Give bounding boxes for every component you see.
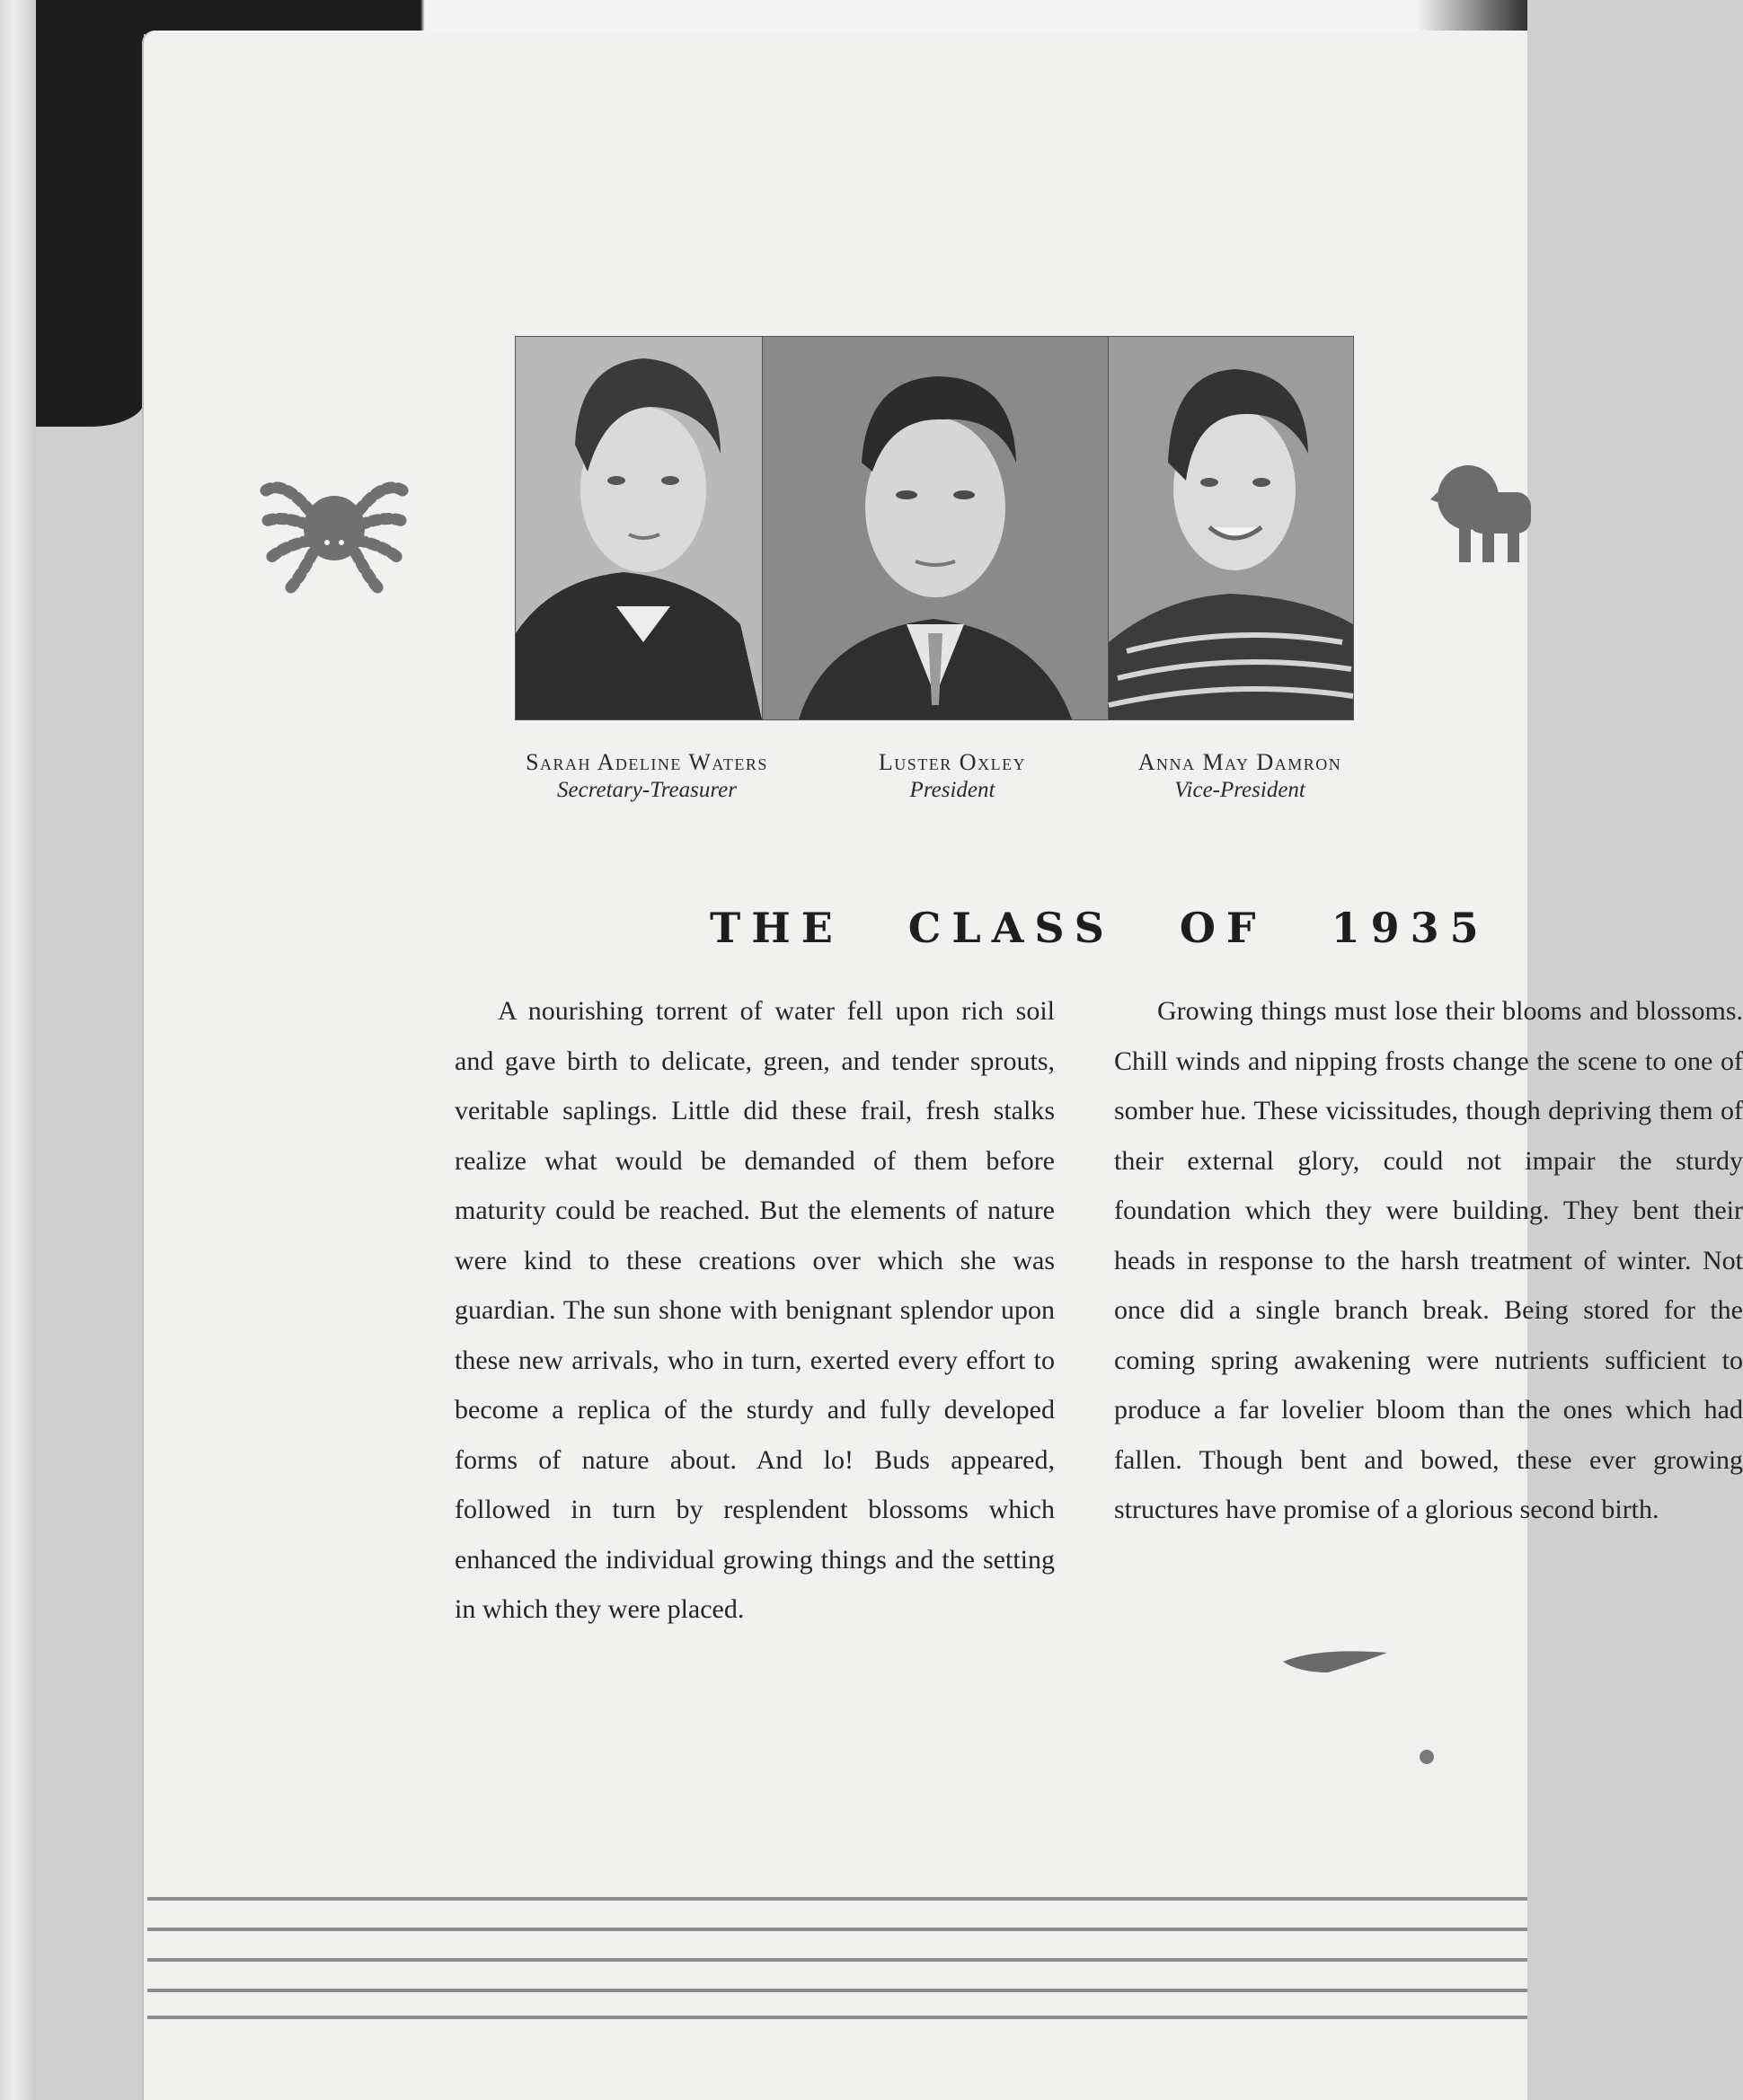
rule-line: [147, 1958, 1527, 1962]
page-title: THE CLASS OF 1935: [710, 904, 1490, 952]
officer-role: Vice-President: [1174, 778, 1305, 802]
officer-role: President: [909, 778, 995, 802]
paper-stain: [1281, 1642, 1389, 1678]
caption-officer-3: [1078, 749, 1402, 803]
paragraph-left: A nourishing torrent of water fell upon rich soil and gave birth to delicate, green, and tender sprouts, veritable saplings. Little did these frail, fresh stalks realize what would be demanded of them before maturity could be reached. But the elements of nature were kind to these creations over which she was guardian. The sun shone with benignant splendor upon these new arrivals, who in turn, exerted every effort to become a replica of the sturdy and fully developed forms of nature about. And lo! Buds appeared, followed in turn by resplendent blossoms which enhanced the individual growing things and the setting in which they were placed.: [455, 996, 1055, 1624]
officer-name: Anna May Damron: [1137, 749, 1342, 775]
decorative-rules: [147, 1897, 1527, 2023]
portrait-photo-luster-oxley: [762, 336, 1109, 720]
paragraph-right: Growing things must lose their blooms and blossoms. Chill winds and nipping frosts change the scene to one of somber hue. These vicissitudes, though depriving them of their external glory, could not impair the sturdy foundation which they were building. They bent their heads in response to the harsh treatment of winter. Not once did a single branch break. Being stored for the coming spring awakening were nutrients sufficient to produce a far lovelier bloom than the ones which had fallen. Though bent and bowed, these ever growing structures have promise of a glorious second birth.: [1114, 996, 1743, 1524]
top-edge: [144, 0, 1527, 34]
binder-edge: [0, 0, 36, 2100]
rule-line: [147, 2016, 1527, 2019]
dark-background-corner: [36, 0, 144, 427]
officer-name: Luster Oxley: [878, 749, 1027, 775]
rule-line: [147, 1928, 1527, 1931]
rule-line: [147, 1897, 1527, 1901]
officer-name: Sarah Adeline Waters: [526, 749, 768, 775]
yearbook-page: [144, 31, 1743, 2100]
portrait-photo-anna-may-damron: [1108, 336, 1354, 720]
rule-line: [147, 1989, 1527, 1992]
spider-icon: [257, 454, 411, 598]
paper-spot: [1416, 1746, 1438, 1768]
officer-role: Secretary-Treasurer: [557, 778, 737, 802]
lion-icon: [1432, 460, 1527, 568]
portrait-photo-sarah-adeline-waters: [515, 336, 763, 720]
caption-officer-2: [791, 749, 1114, 803]
caption-officer-1: [485, 749, 809, 803]
